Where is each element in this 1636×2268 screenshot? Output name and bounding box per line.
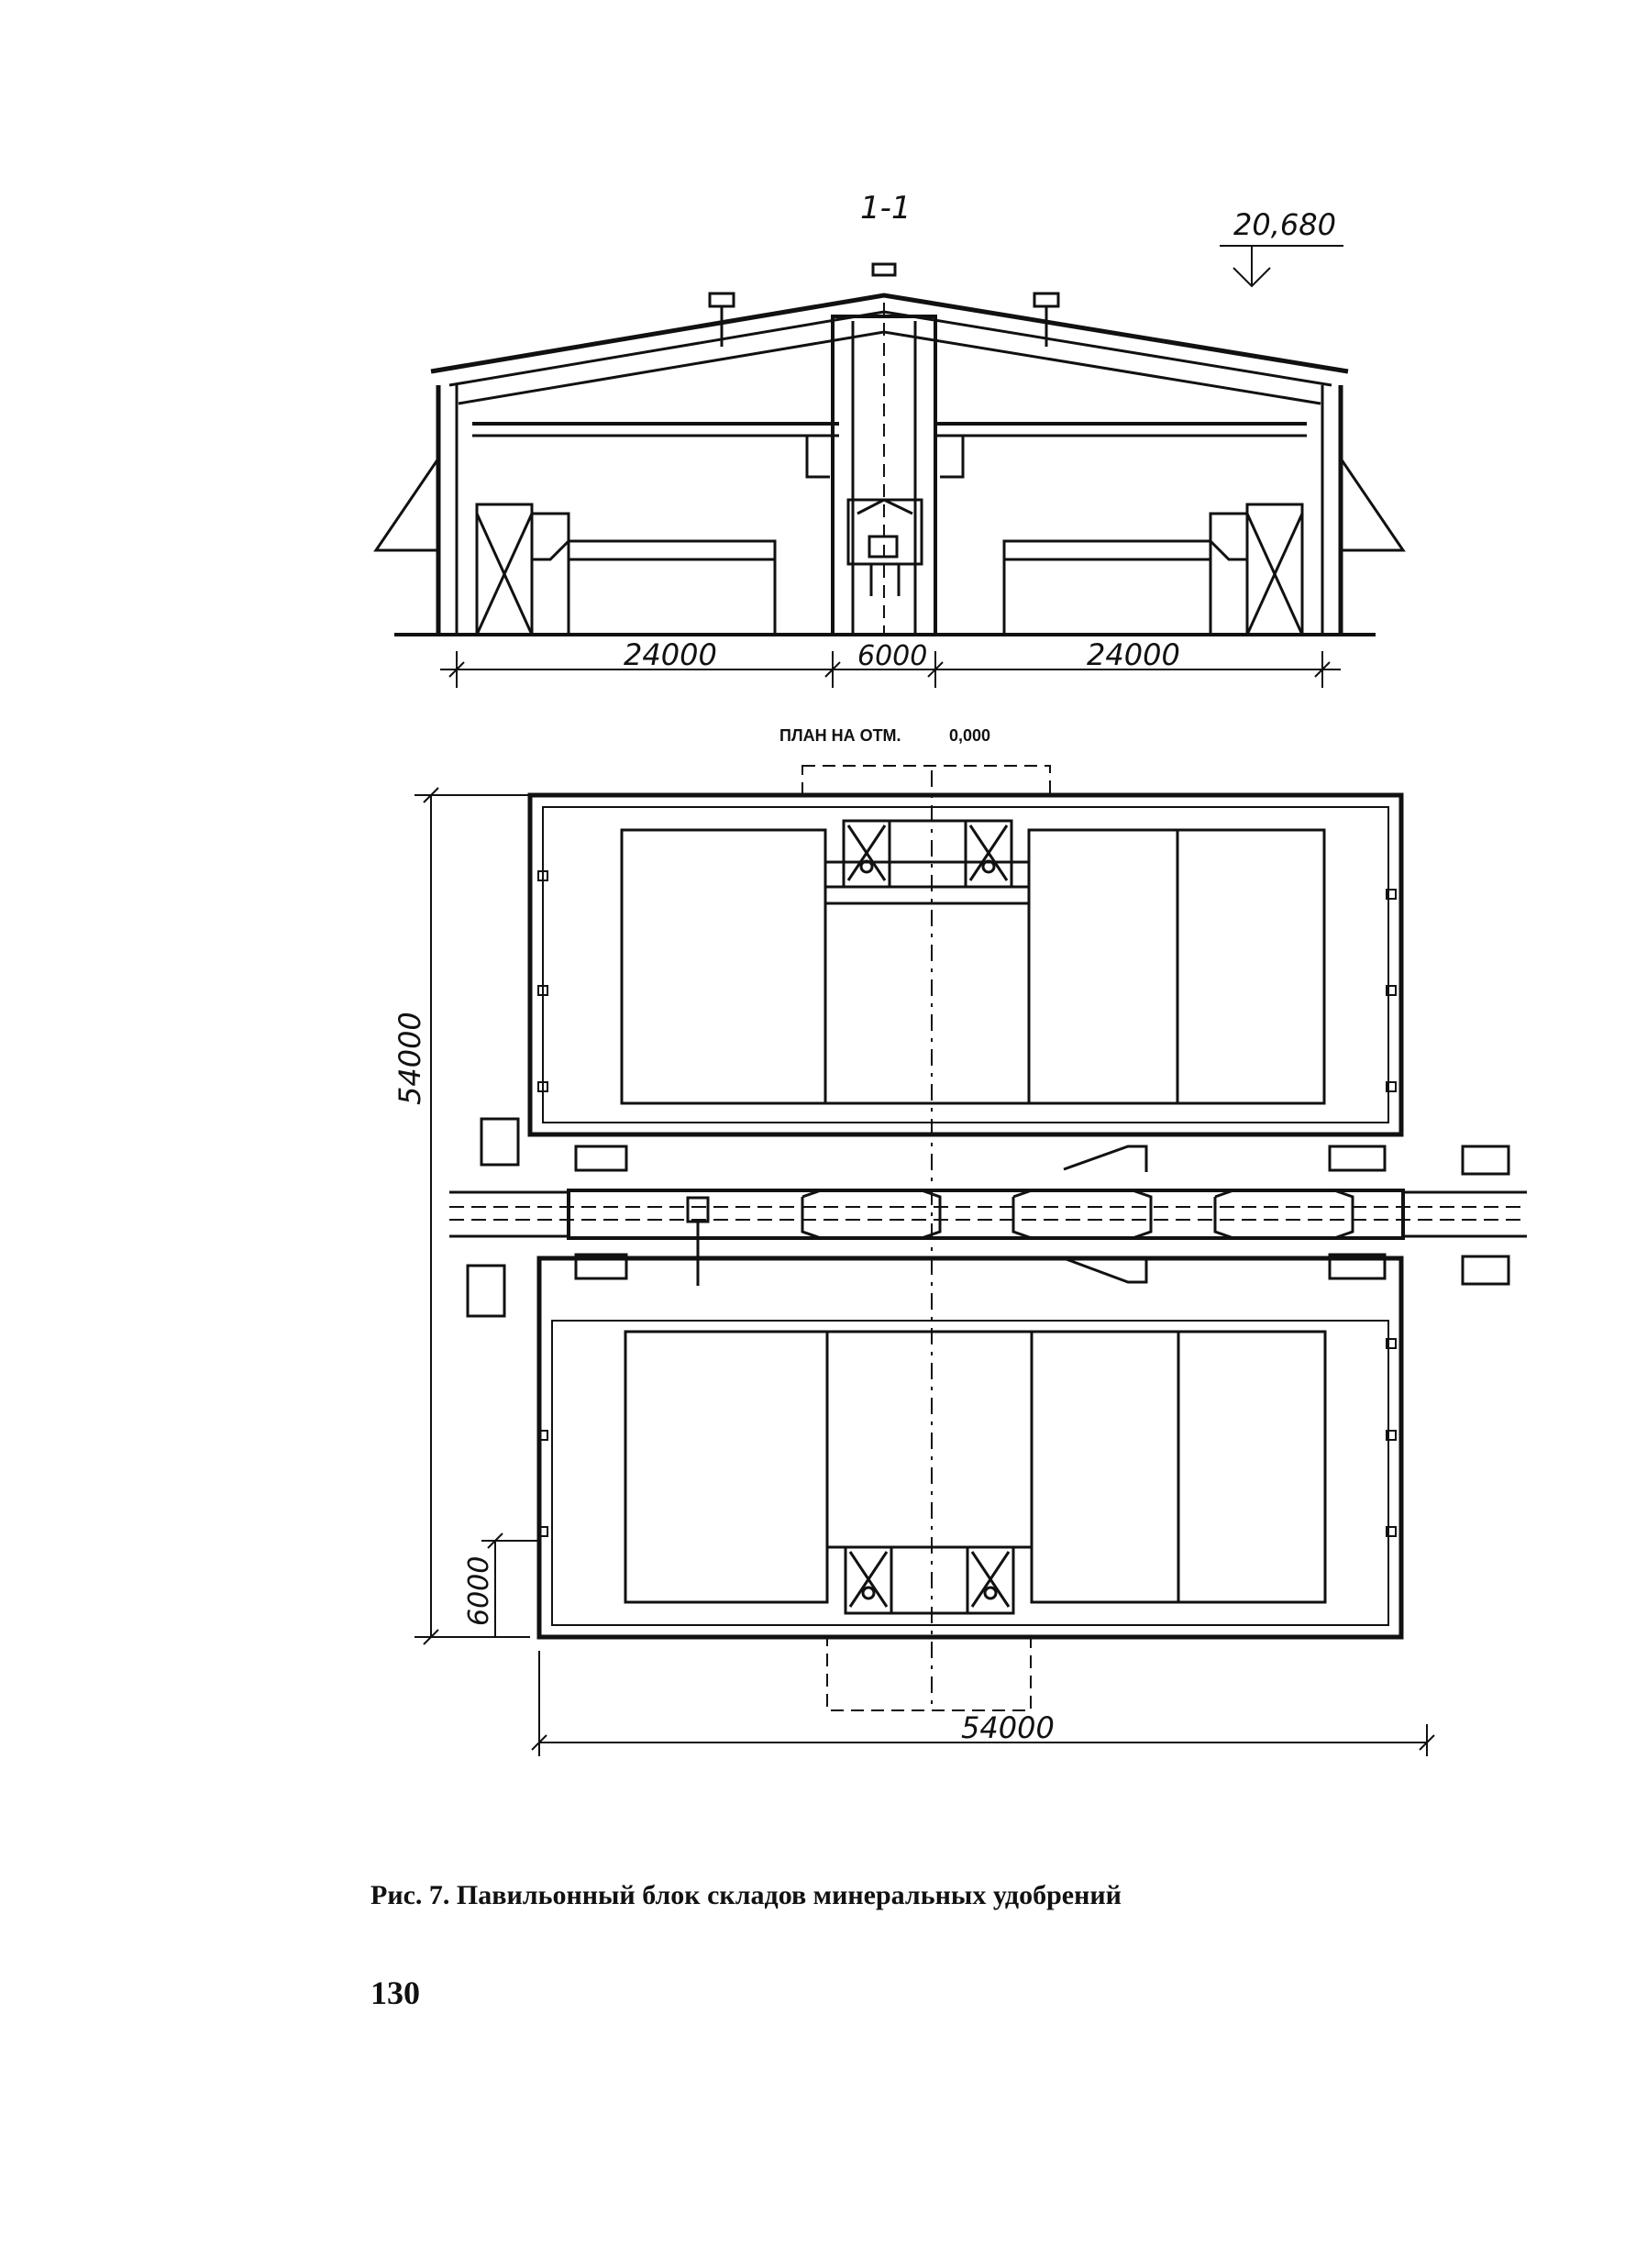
page-number: 130 [370, 1975, 420, 2011]
plan-dim-bay: 6000 [463, 1555, 495, 1626]
section-dim-right: 24000 [1087, 637, 1180, 672]
section-title: 1-1 [860, 190, 912, 227]
figure-caption: Рис. 7. Павильонный блок складов минеральных удобрений [370, 1880, 1122, 1910]
plan-dim-height: 54000 [392, 1012, 427, 1105]
plan-title: ПЛАН НА ОТМ. [779, 726, 901, 745]
plan-level: 0,000 [949, 726, 991, 745]
section-dim-left: 24000 [624, 637, 717, 672]
plan-dim-width: 54000 [961, 1710, 1055, 1745]
elevation-mark: 20,680 [1233, 207, 1336, 242]
section-drawing [376, 246, 1403, 688]
section-dim-center: 6000 [857, 640, 928, 672]
plan-drawing [415, 766, 1527, 1756]
